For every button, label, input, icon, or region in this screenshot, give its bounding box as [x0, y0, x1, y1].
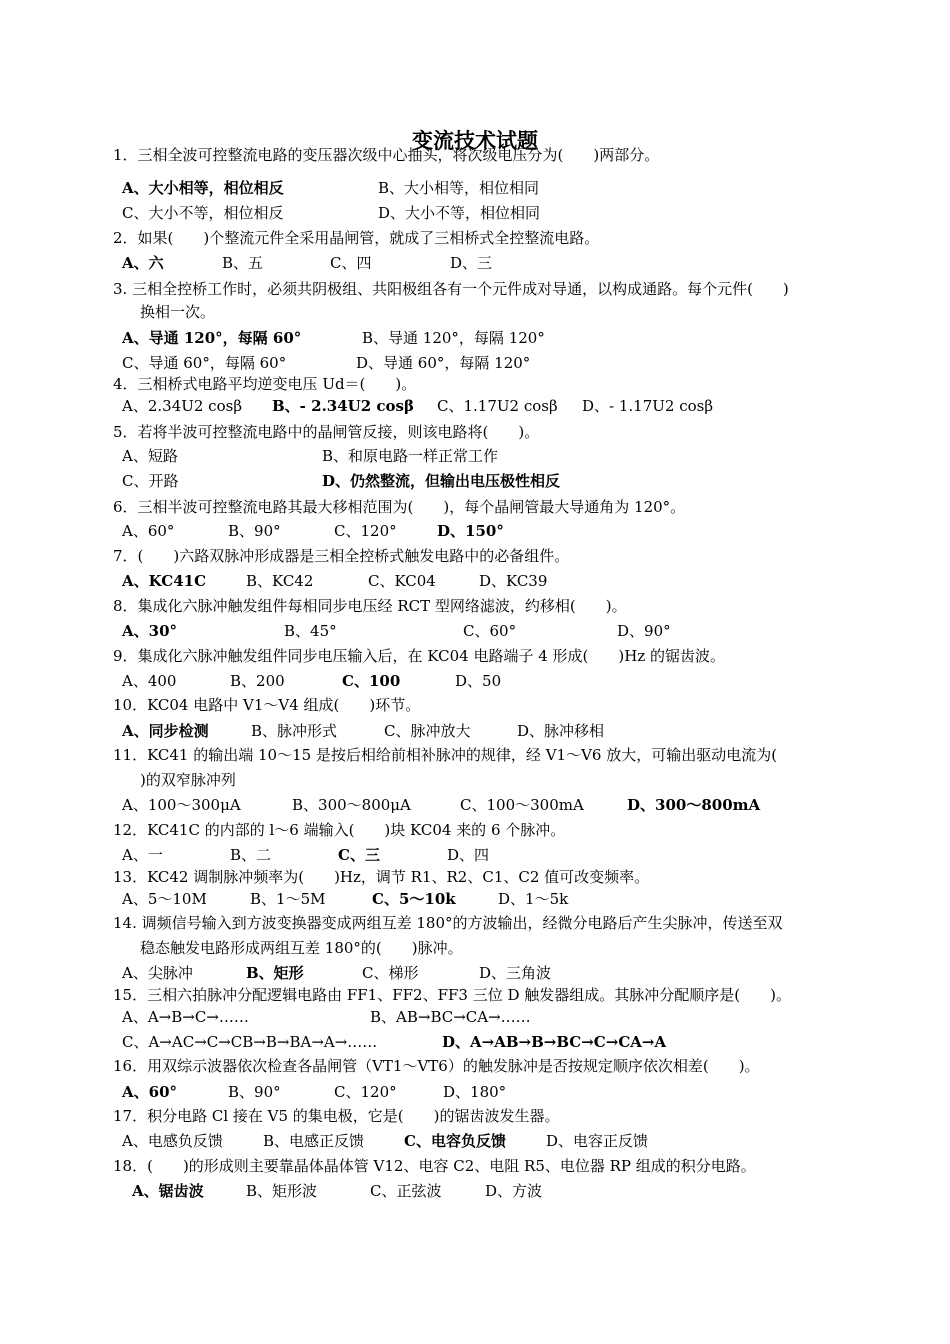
question-10-option-d: D、脉冲移相 [517, 722, 605, 740]
question-14-option-b: B、矩形 [246, 964, 304, 982]
question-9-text: 9．集成化六脉冲触发组件同步电压输入后，在 KC04 电路端子 4 形成( )Hz 的锯齿波。 [113, 647, 725, 665]
question-11-option-a: A、100～300μA [122, 796, 241, 814]
question-12-option-a: A、一 [122, 846, 163, 864]
question-11-text: 11．KC41 的输出端 10～15 是按后相给前相补脉冲的规律，经 V1～V6 放大，可输出驱动电流为( [113, 746, 778, 764]
question-17-option-b: B、电感正反馈 [263, 1132, 365, 1150]
question-8-option-d: D、90° [617, 622, 671, 640]
question-9-option-d: D、50 [455, 672, 502, 690]
question-11-option-b: B、300～800μA [292, 796, 411, 814]
question-4-option-a: A、2.34U2 cosβ [122, 397, 242, 415]
question-7-option-b: B、KC42 [246, 572, 314, 590]
question-4-option-d: D、- 1.17U2 cosβ [582, 397, 714, 415]
question-1-option-d: D、大小不等，相位相同 [378, 204, 541, 222]
question-10-text: 10．KC04 电路中 V1～V4 组成( )环节。 [113, 696, 421, 714]
question-10-option-a: A、同步检测 [122, 722, 209, 740]
question-12-option-d: D、四 [447, 846, 490, 864]
question-11-text: )的双窄脉冲列 [140, 771, 236, 789]
question-6-option-d: D、150° [437, 522, 504, 540]
question-4-option-c: C、1.17U2 cosβ [437, 397, 558, 415]
question-2-text: 2．如果( )个整流元件全采用晶闸管，就成了三相桥式全控整流电路。 [113, 229, 600, 247]
question-4-option-b: B、- 2.34U2 cosβ [272, 397, 414, 415]
question-2-option-d: D、三 [450, 254, 493, 272]
question-6-text: 6．三相半波可控整流电路其最大移相范围为( )，每个晶闸管最大导通角为 120°。 [113, 498, 686, 516]
question-6-option-a: A、60° [122, 522, 175, 540]
question-5-option-d: D、仍然整流，但输出电压极性相反 [322, 472, 561, 490]
question-16-text: 16．用双综示波器依次检查各晶闸管（VT1～VT6）的触发脉冲是否按规定顺序依次相差( )。 [113, 1057, 760, 1075]
question-14-option-a: A、尖脉冲 [122, 964, 193, 982]
question-3-text: 换相一次。 [140, 303, 216, 321]
question-14-text: 稳态触发电路形成两组互差 180°的( )脉冲。 [140, 939, 463, 957]
question-1-text: 1．三相全波可控整流电路的变压器次级中心抽头，将次级电压分为( )两部分。 [113, 146, 660, 164]
question-13-option-a: A、5～10M [122, 890, 207, 908]
question-12-text: 12．KC41C 的内部的 l～6 端输入( )块 KC04 来的 6 个脉冲。 [113, 821, 566, 839]
question-8-option-a: A、30° [122, 622, 178, 640]
question-14-option-c: C、梯形 [362, 964, 419, 982]
question-16-option-a: A、60° [122, 1083, 178, 1101]
question-17-text: 17．积分电路 Cl 接在 V5 的集电极，它是( )的锯齿波发生器。 [113, 1107, 560, 1125]
question-8-option-c: C、60° [463, 622, 517, 640]
question-15-option-b: B、AB→BC→CA→…… [370, 1008, 531, 1026]
question-14-option-d: D、三角波 [479, 964, 552, 982]
question-17-option-d: D、电容正反馈 [546, 1132, 649, 1150]
question-6-option-b: B、90° [228, 522, 281, 540]
question-10-option-b: B、脉冲形式 [251, 722, 338, 740]
question-18-option-b: B、矩形波 [246, 1182, 318, 1200]
question-15-text: 15．三相六拍脉冲分配逻辑电路由 FF1、FF2、FF3 三位 D 触发器组成。其脉冲分配顺序是( )。 [113, 986, 791, 1004]
question-1-option-b: B、大小相等，相位相同 [378, 179, 540, 197]
question-5-text: 5．若将半波可控整流电路中的晶闸管反接，则该电路将( )。 [113, 423, 540, 441]
question-3-option-d: D、导通 60°，每隔 120° [356, 354, 531, 372]
question-8-text: 8．集成化六脉冲触发组件每相同步电压经 RCT 型网络滤波，约移相( )。 [113, 597, 627, 615]
question-3-option-b: B、导通 120°，每隔 120° [362, 329, 545, 347]
page-title: 变流技术试题 [412, 129, 538, 153]
question-5-option-a: A、短路 [122, 447, 178, 465]
question-18-text: 18．( )的形成则主要靠晶体晶体管 V12、电容 C2、电阻 R5、电位器 RP 组成的积分电路。 [113, 1157, 756, 1175]
question-17-option-a: A、电感负反馈 [122, 1132, 223, 1150]
question-3-text: 3. 三相全控桥工作时，必须共阴极组、共阳极组各有一个元件成对导通，以构成通路。每个元件( ) [113, 280, 789, 298]
question-2-option-c: C、四 [330, 254, 372, 272]
question-7-option-a: A、KC41C [122, 572, 207, 590]
question-11-option-d: D、300～800mA [627, 796, 761, 814]
question-7-option-d: D、KC39 [479, 572, 548, 590]
question-18-option-d: D、方波 [485, 1182, 543, 1200]
question-13-option-c: C、5～10k [372, 890, 456, 908]
question-15-option-c: C、A→AC→C→CB→B→BA→A→…… [122, 1033, 378, 1051]
question-5-option-b: B、和原电路一样正常工作 [322, 447, 499, 465]
question-9-option-b: B、200 [230, 672, 285, 690]
question-13-text: 13．KC42 调制脉冲频率为( )Hz，调节 R1、R2、C1、C2 值可改变频率。 [113, 868, 650, 886]
question-3-option-a: A、导通 120°，每隔 60° [122, 329, 302, 347]
question-1-option-a: A、大小相等，相位相反 [122, 179, 284, 197]
question-12-option-c: C、三 [338, 846, 380, 864]
question-7-option-c: C、KC04 [368, 572, 436, 590]
question-2-option-a: A、六 [122, 254, 164, 272]
question-9-option-c: C、100 [342, 672, 401, 690]
question-5-option-c: C、开路 [122, 472, 179, 490]
question-11-option-c: C、100～300mA [460, 796, 584, 814]
question-6-option-c: C、120° [334, 522, 397, 540]
question-14-text: 14. 调频信号输入到方波变换器变成两组互差 180°的方波输出，经微分电路后产生尖脉冲，传送至双 [113, 914, 783, 932]
question-4-text: 4．三相桥式电路平均逆变电压 Ud＝( )。 [113, 375, 417, 393]
question-10-option-c: C、脉冲放大 [384, 722, 471, 740]
question-15-option-d: D、A→AB→B→BC→C→CA→A [442, 1033, 667, 1051]
question-7-text: 7．( )六路双脉冲形成器是三相全控桥式触发电路中的必备组件。 [113, 547, 570, 565]
question-12-option-b: B、二 [230, 846, 272, 864]
question-17-option-c: C、电容负反馈 [404, 1132, 506, 1150]
question-18-option-c: C、正弦波 [370, 1182, 442, 1200]
question-18-option-a: A、锯齿波 [132, 1182, 204, 1200]
question-3-option-c: C、导通 60°，每隔 60° [122, 354, 287, 372]
question-16-option-b: B、90° [228, 1083, 281, 1101]
question-8-option-b: B、45° [284, 622, 337, 640]
question-13-option-d: D、1～5k [498, 890, 569, 908]
question-16-option-d: D、180° [443, 1083, 507, 1101]
question-13-option-b: B、1～5M [250, 890, 326, 908]
question-9-option-a: A、400 [122, 672, 177, 690]
question-2-option-b: B、五 [222, 254, 264, 272]
question-15-option-a: A、A→B→C→…… [122, 1008, 249, 1026]
question-1-option-c: C、大小不等，相位相反 [122, 204, 284, 222]
question-16-option-c: C、120° [334, 1083, 397, 1101]
